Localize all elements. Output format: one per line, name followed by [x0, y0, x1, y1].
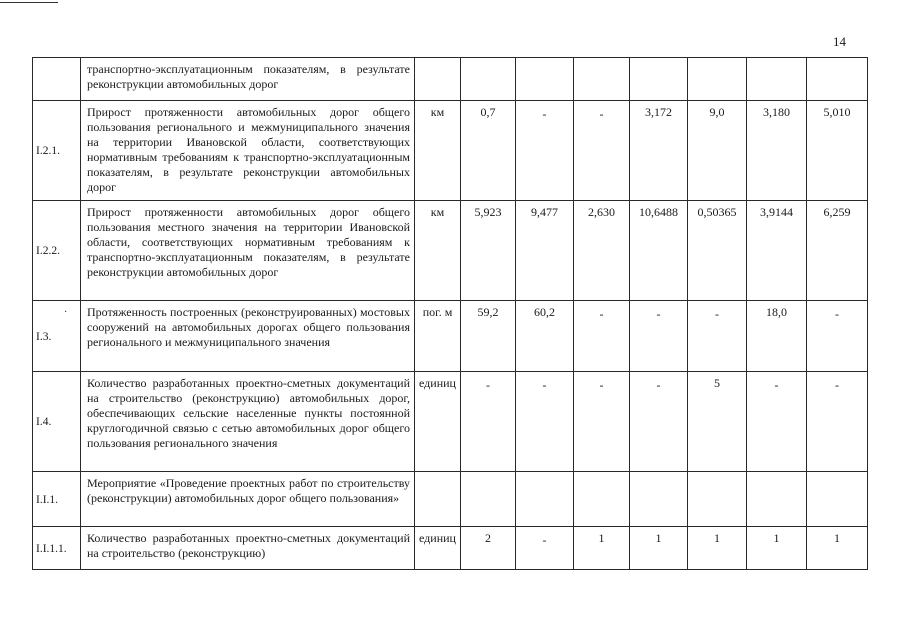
row-value: 9,0	[688, 101, 747, 201]
row-value	[688, 472, 747, 527]
row-value: 1	[630, 527, 688, 570]
row-value: 1	[747, 527, 807, 570]
row-value: -	[807, 301, 868, 372]
table-row	[33, 201, 868, 301]
row-value	[574, 472, 630, 527]
row-unit: единиц	[415, 527, 461, 570]
row-value	[574, 58, 630, 101]
row-code: I.I.1.	[33, 472, 81, 527]
row-code: I.4.	[33, 372, 81, 472]
row-value: 1	[574, 527, 630, 570]
top-rule	[0, 2, 58, 3]
row-value: -	[747, 372, 807, 472]
row-unit: пог. м	[415, 301, 461, 372]
row-value: -	[688, 301, 747, 372]
stray-mark: ·	[64, 307, 68, 318]
row-description: Прирост протяженности автомобильных дорог общего пользования местного значения на территории Ивановской области, соответствующих нормативным требованиям к транспортно-эксплуатационным показателям, в результате реконструкции автомобильных дорог	[81, 201, 415, 301]
row-value: -	[574, 301, 630, 372]
row-value	[807, 58, 868, 101]
row-value: 59,2	[461, 301, 516, 372]
row-value: 9,477	[516, 201, 574, 301]
table-row	[33, 527, 868, 570]
row-value: -	[574, 101, 630, 201]
row-value: -	[516, 372, 574, 472]
table-row	[33, 372, 868, 472]
row-value	[630, 472, 688, 527]
row-value: 2,630	[574, 201, 630, 301]
row-value: 3,180	[747, 101, 807, 201]
row-value	[688, 58, 747, 101]
row-value: 5	[688, 372, 747, 472]
row-value: 2	[461, 527, 516, 570]
row-value	[807, 472, 868, 527]
row-value	[461, 58, 516, 101]
indicators-table	[32, 57, 868, 570]
row-value: 1	[807, 527, 868, 570]
row-value: -	[630, 301, 688, 372]
row-value: 0,50365	[688, 201, 747, 301]
row-value: -	[807, 372, 868, 472]
row-value	[630, 58, 688, 101]
table-row	[33, 472, 868, 527]
row-unit	[415, 58, 461, 101]
row-value	[516, 58, 574, 101]
table-row	[33, 58, 868, 101]
row-unit: км	[415, 101, 461, 201]
row-description: Мероприятие «Проведение проектных работ по строительству (реконструкции) автомобильных дорог общего пользования»	[81, 472, 415, 527]
row-value: 1	[688, 527, 747, 570]
row-code	[33, 58, 81, 101]
row-value: 10,6488	[630, 201, 688, 301]
row-value: -	[630, 372, 688, 472]
page-number: 14	[833, 34, 846, 49]
row-value	[516, 472, 574, 527]
table-row	[33, 301, 868, 372]
row-unit	[415, 472, 461, 527]
row-value	[747, 472, 807, 527]
table-row	[33, 101, 868, 201]
row-value: 5,010	[807, 101, 868, 201]
row-value: 6,259	[807, 201, 868, 301]
row-code: I.2.2.	[33, 201, 81, 301]
row-description: Протяженность построенных (реконструированных) мостовых сооружений на автомобильных дорогах общего пользования регионального и межмуниципального значения	[81, 301, 415, 372]
row-value	[747, 58, 807, 101]
row-description: транспортно-эксплуатационным показателям, в результате реконструкции автомобильных дорог	[81, 58, 415, 101]
row-value: -	[461, 372, 516, 472]
row-code: I.I.1.1.	[33, 527, 81, 570]
row-description: Количество разработанных проектно-сметных документаций на строительство (реконструкцию) автомобильных дорог, обеспечивающих сельские населенные пункты постоянной круглогодичной связью с сетью автомобильных дорог общего пользования регионального значения	[81, 372, 415, 472]
row-value: -	[516, 527, 574, 570]
row-value: -	[516, 101, 574, 201]
row-value: 5,923	[461, 201, 516, 301]
row-code: I.2.1.	[33, 101, 81, 201]
row-value: 18,0	[747, 301, 807, 372]
row-value: 3,9144	[747, 201, 807, 301]
row-value: 0,7	[461, 101, 516, 201]
row-unit: км	[415, 201, 461, 301]
row-description: Прирост протяженности автомобильных дорог общего пользования регионального и межмуниципального значения на территории Ивановской области, соответствующих нормативным требованиям к транспортно-эксплуатационным показателям, в результате реконструкции автомобильных дорог	[81, 101, 415, 201]
row-code: I.3.	[33, 301, 81, 372]
row-value: 3,172	[630, 101, 688, 201]
row-value: 60,2	[516, 301, 574, 372]
row-description: Количество разработанных проектно-сметных документаций на строительство (реконструкцию)	[81, 527, 415, 570]
row-value: -	[574, 372, 630, 472]
row-value	[461, 472, 516, 527]
row-unit: единиц	[415, 372, 461, 472]
